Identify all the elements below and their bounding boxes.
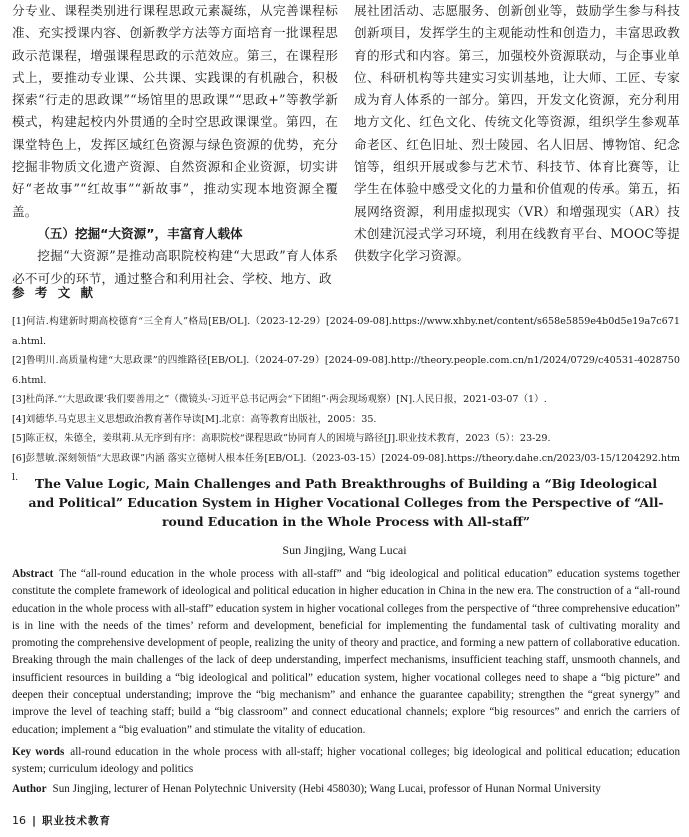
english-title: The Value Logic, Main Challenges and Path Breakthroughs of Building a “Big Ideological and Political” Education System in Higher Vocational Colleges from the Perspective of “All-round Education in the Whole Process with All-staff” — [28, 476, 664, 529]
body-columns — [12, 0, 680, 286]
author-text: Sun Jingjing, lecturer of Henan Polytechnic University (Hebi 458030); Wang Lucai, professor of Hunan Normal University — [52, 783, 601, 795]
reference-item: [4]刘德华.马克思主义思想政治教育著作导读[M].北京：高等教育出版社，2005：35. — [12, 413, 377, 425]
right-paragraph: 展社团活动、志愿服务、创新创业等，鼓励学生参与科技创新项目，发挥学生的主观能动性和创造力，丰富思政教育的形式和内容。第三，加强校外资源联动，与企事业单位、科研机构等共建实习实训基地，让大师、工匠、专家成为育人体系的一部分。第四，开发文化资源，充分利用地方文化、红色文化、传统文化等资源，组织学生参观革命老区、红色旧址、烈士陵园、名人旧居、博物馆、纪念馆等，组织开展或参与艺术节、科技节、体育比赛等，让学生在体验中感受文化的力量和价值观的传承。第五，拓展网络资源，利用虚拟现实（VR）和增强现实（AR）技术创建沉浸式学习环境，利用在线教育平台、MOOC等提供数字化学习资源。 — [354, 3, 680, 264]
abstract-label: Abstract — [12, 568, 54, 580]
references-heading: 参 考 文 献 — [12, 285, 97, 300]
left-paragraph: 分专业、课程类别进行课程思政元素凝练，从完善课程标准、充实授课内容、创新教学方法等方面培育一批课程思政示范课程，增强课程思政的示范效应。第三，在课程形式上，要推动专业课、公共课、实践课的有机融合，积极探索“行走的思政课”“场馆里的思政课”“思政+”等教学新模式，构建起校内外贯通的全时空思政课课堂。第四，在课堂特色上，发挥区域红色资源与绿色资源的优势，充分挖掘非物质文化遗产资源、自然资源和企业资源，切实讲好“老故事”“红故事”“新故事”，推动实现本地资源全覆盖。 — [12, 3, 338, 219]
abstract-text: The “all-round education in the whole process with all-staff” and “big ideological and political education” education systems together constitute the complete framework of ideological and political education in higher education in China in the new era. The construction of a “all-round education in the whole process with all-staff” education system in higher vocational colleges from the perspective of “three comprehensive education” is in line with the needs of the times’ reform and development, beneficial for implementing the fundamental task of cultivating morality and promoting the comprehensive development of people, realizing the unity of theory and practice, and forming a new pattern of collaborative education. Breaking through the main challenges of the lack of deep understanding, imperfect mechanisms, insufficient teaching staff, unsmooth channels, and insufficient resources in building a “big ideological and political” education system, higher vocational colleges need to shape a “big picture” and deepen their conceptual understanding; improve the “big mechanism” and enhance the guarantee capability; strengthen the “great synergy” and improve the level of teaching staff; build a “big classroom” and connect educational channels; explore “big resources” and enrich the carriers of education; implement a “big evaluation” and stimulate the vitality of education. — [12, 568, 680, 736]
reference-item: [1]何洁.构建新时期高校德育“三全育人”格局[EB/OL].（2023-12-29）[2024-09-08].https://www.xhby.net/content/s658e5859e4b0d5e19a7c671a.html. — [12, 316, 680, 347]
reference-item: [2]鲁明川.高质量构建“大思政课”的四维路径[EB/OL].（2024-07-29）[2024-09-08].http://theory.people.com.cn/n1/2024/0729/c40531-40287506.html. — [12, 355, 680, 386]
reference-item: [6]彭慧敏.深刻领悟“大思政课”内涵 落实立德树人根本任务[EB/OL].（2023-03-15）[2024-09-08].https://theory.dahe.cn/2023/03-15/1204292.html. — [12, 452, 680, 483]
section-subheading: （五）挖掘“大资源”，丰富育人载体 — [37, 225, 243, 241]
author-info — [12, 781, 680, 798]
page-number: 16 — [12, 814, 26, 827]
left-column — [12, 0, 338, 286]
keywords-label: Key words — [12, 746, 65, 758]
reference-item: [3]杜尚泽.“‘大思政课’我们要善用之”（微镜头·习近平总书记两会“下团组”·两会现场观察）[N].人民日报，2021-03-07（1）. — [12, 394, 547, 405]
right-column — [354, 0, 680, 264]
footer-separator: | — [32, 814, 37, 827]
reference-item: [5]陈正权，朱德全，姜琪莉.从无序到有序：高职院校“课程思政”协同育人的困境与路径[J].职业技术教育，2023（5）：23-29. — [12, 433, 551, 444]
english-authors: Sun Jingjing, Wang Lucai — [282, 543, 407, 557]
english-keywords — [12, 744, 680, 779]
author-label: Author — [12, 783, 47, 795]
keywords-text: all-round education in the whole process with all-staff; higher vocational colleges; big ideological and political education; education system; curriculum ideology and politics — [12, 746, 680, 776]
english-abstract — [12, 566, 680, 739]
left-paragraph-continued: 挖掘“大资源”是推动高职院校构建“大思政”育人体系必不可少的环节，通过整合和利用社会、学校、地方、政 — [12, 248, 338, 286]
reference-list — [12, 312, 680, 488]
journal-name: 职业技术教育 — [42, 815, 112, 827]
page-footer — [12, 813, 111, 828]
